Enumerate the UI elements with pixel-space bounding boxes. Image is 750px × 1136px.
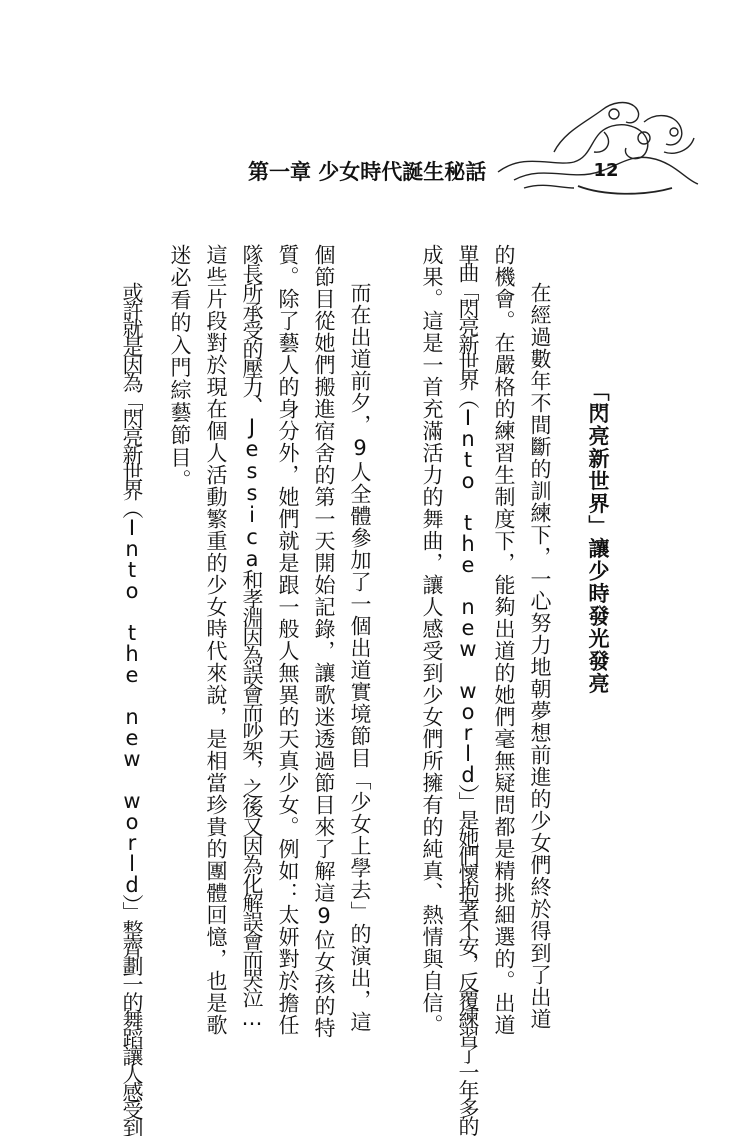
page-number: 12 xyxy=(593,160,619,181)
body-column-5: 而在出道前夕，9人全體參加了一個出道實境節目「少女上學去」的演出，這 xyxy=(348,282,372,1033)
body-column-1: 在經過數年不間斷的訓練下，一心努力地朝夢想前進的少女們終於得到了出道 xyxy=(528,282,552,1030)
body-column-7: 質。除了藝人的身分外，她們就是跟一般人無異的天真少女。例如：太妍對於擔任 xyxy=(276,244,300,1036)
running-header xyxy=(248,156,486,186)
body-column-2: 的機會。在嚴格的練習生制度下，能夠出道的她們毫無疑問都是精挑細選的。出道 xyxy=(492,244,516,1036)
body-column-3: 單曲「閃亮新世界（Into the new world）」是她們懷抱著不安，反覆練習了一年多的 xyxy=(456,244,480,1134)
body-column-8: 隊長所承受的壓力、Jessica和孝淵因為誤會而吵架，之後又因為化解誤會而哭泣… xyxy=(240,244,264,1028)
body-column-11: 或許就是因為「閃亮新世界（Into the new world）」整齊劃一的舞蹈讓人感受到 xyxy=(120,282,144,1136)
body-column-10: 迷必看的入門綜藝節目。 xyxy=(168,244,192,492)
ornament-flourish-icon xyxy=(494,92,704,202)
body-column-4: 成果。這是一首充滿活力的舞曲，讓人感受到少女們所擁有的純真、熱情與自信。 xyxy=(420,244,444,1036)
body-column-9: 這些片段對於現在個人活動繁重的少女時代來說，是相當珍貴的團體回憶，也是歌 xyxy=(204,244,228,1036)
section-heading: 「閃亮新世界」讓少時發光發亮 xyxy=(586,380,610,695)
chapter-title: 第一章 少女時代誕生秘話 xyxy=(248,160,487,184)
body-column-6: 個節目從她們搬進宿舍的第一天開始記錄，讓歌迷透過節目來了解這9位女孩的特 xyxy=(312,244,336,1039)
